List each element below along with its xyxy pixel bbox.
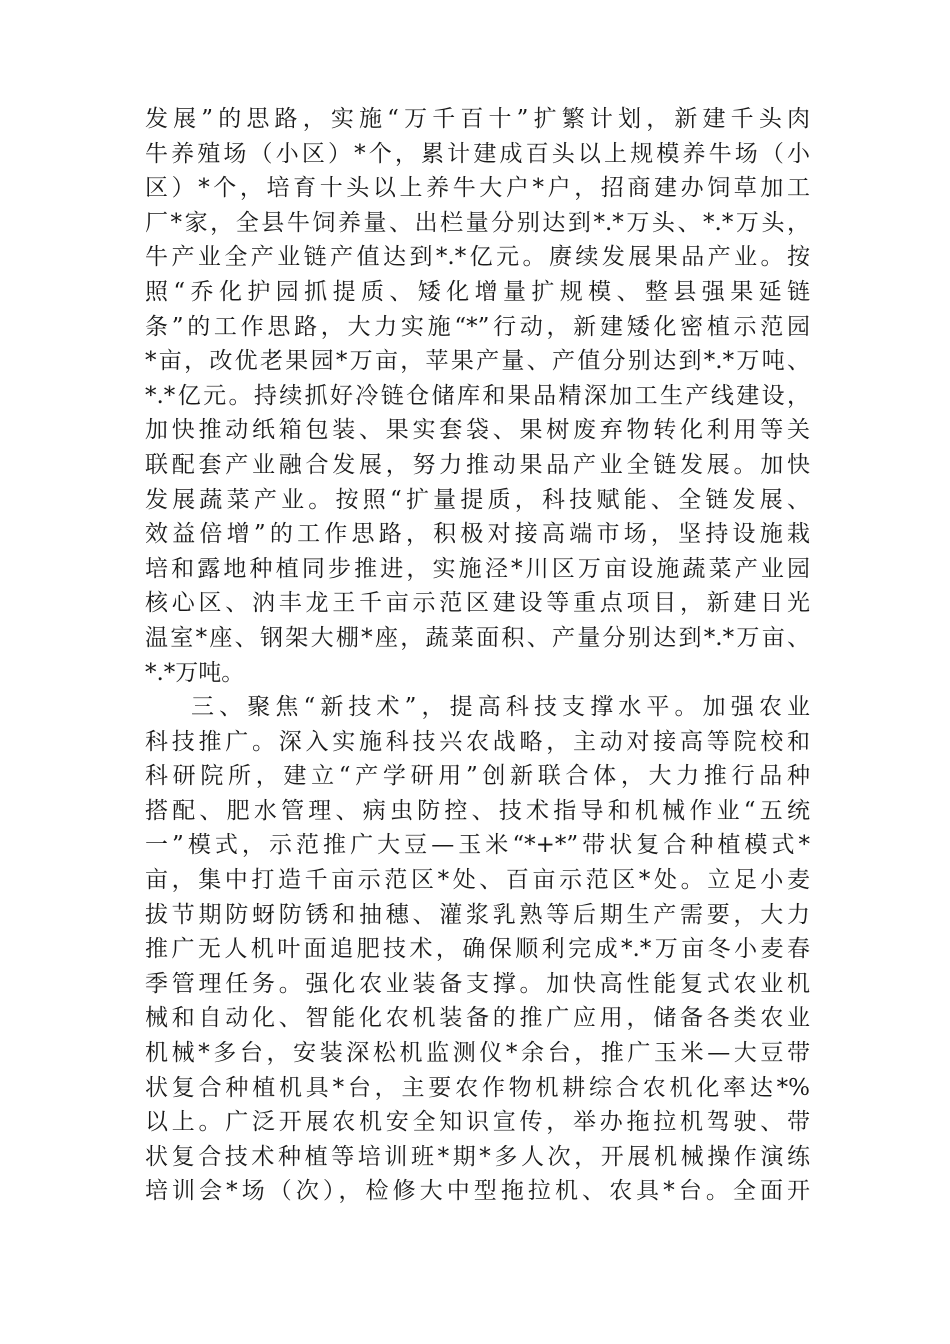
text-line: 状复合技术种植等培训班*期*多人次，开展机械操作演练 bbox=[145, 1143, 810, 1170]
text-line: 效益倍增”的工作思路，积极对接高端市场，坚持设施栽 bbox=[145, 521, 810, 548]
text-line: 区）*个，培育十头以上养牛大户*户，招商建办饲草加工 bbox=[145, 175, 810, 202]
text-line: 核心区、汭丰龙王千亩示范区建设等重点项目，新建日光 bbox=[145, 590, 810, 617]
text-line: 推广无人机叶面追肥技术，确保顺利完成*.*万亩冬小麦春 bbox=[145, 936, 810, 963]
body-text bbox=[145, 102, 810, 1209]
section-heading-line: 三、聚焦“新技术”，提高科技支撑水平。加强农业 bbox=[191, 694, 810, 721]
text-line: 以上。广泛开展农机安全知识宣传，举办拖拉机驾驶、带 bbox=[145, 1109, 810, 1136]
text-line: *亩，改优老果园*万亩，苹果产量、产值分别达到*.*万吨、 bbox=[145, 348, 810, 375]
text-line: 机械*多台，安装深松机监测仪*余台，推广玉米—大豆带 bbox=[145, 1040, 810, 1067]
text-line: 科研院所，建立“产学研用”创新联合体，大力推行品种 bbox=[145, 763, 810, 790]
text-line: 状复合种植机具*台，主要农作物机耕综合农机化率达*% bbox=[145, 1074, 810, 1101]
text-line: 温室*座、钢架大棚*座，蔬菜面积、产量分别达到*.*万亩、 bbox=[145, 624, 810, 651]
text-line: 一”模式，示范推广大豆—玉米“*+*”带状复合种植模式* bbox=[145, 832, 810, 859]
text-line: 发展蔬菜产业。按照“扩量提质，科技赋能、全链发展、 bbox=[145, 486, 810, 513]
text-line: *.*亿元。持续抓好冷链仓储库和果品精深加工生产线建设， bbox=[145, 382, 810, 409]
text-line: 加快推动纸箱包装、果实套袋、果树废弃物转化利用等关 bbox=[145, 417, 810, 444]
paragraph-end-line: *.*万吨。 bbox=[145, 659, 245, 686]
text-line: 牛养殖场（小区）*个，累计建成百头以上规模养牛场（小 bbox=[145, 140, 810, 167]
text-line: 械和自动化、智能化农机装备的推广应用，储备各类农业 bbox=[145, 1005, 810, 1032]
text-line: 牛产业全产业链产值达到*.*亿元。赓续发展果品产业。按 bbox=[145, 244, 810, 271]
text-line: 拔节期防蚜防锈和抽穗、灌浆乳熟等后期生产需要，大力 bbox=[145, 901, 810, 928]
text-line: 培训会*场（次），检修大中型拖拉机、农具*台。全面开 bbox=[145, 1178, 810, 1205]
text-line: 联配套产业融合发展，努力推动果品产业全链发展。加快 bbox=[145, 451, 810, 478]
text-line: 厂*家，全县牛饲养量、出栏量分别达到*.*万头、*.*万头， bbox=[145, 209, 810, 236]
text-line: 照“乔化护园抓提质、矮化增量扩规模、整县强果延链 bbox=[145, 278, 810, 305]
text-line: 培和露地种植同步推进，实施泾*川区万亩设施蔬菜产业园 bbox=[145, 555, 810, 582]
text-line: 季管理任务。强化农业装备支撑。加快高性能复式农业机 bbox=[145, 970, 810, 997]
text-line: 亩，集中打造千亩示范区*处、百亩示范区*处。立足小麦 bbox=[145, 867, 810, 894]
text-line: 科技推广。深入实施科技兴农战略，主动对接高等院校和 bbox=[145, 728, 810, 755]
text-line: 发展”的思路，实施“万千百十”扩繁计划，新建千头肉 bbox=[145, 106, 810, 132]
text-line: 搭配、肥水管理、病虫防控、技术指导和机械作业“五统 bbox=[145, 797, 810, 824]
text-line: 条”的工作思路，大力实施“*”行动，新建矮化密植示范园 bbox=[145, 313, 810, 340]
